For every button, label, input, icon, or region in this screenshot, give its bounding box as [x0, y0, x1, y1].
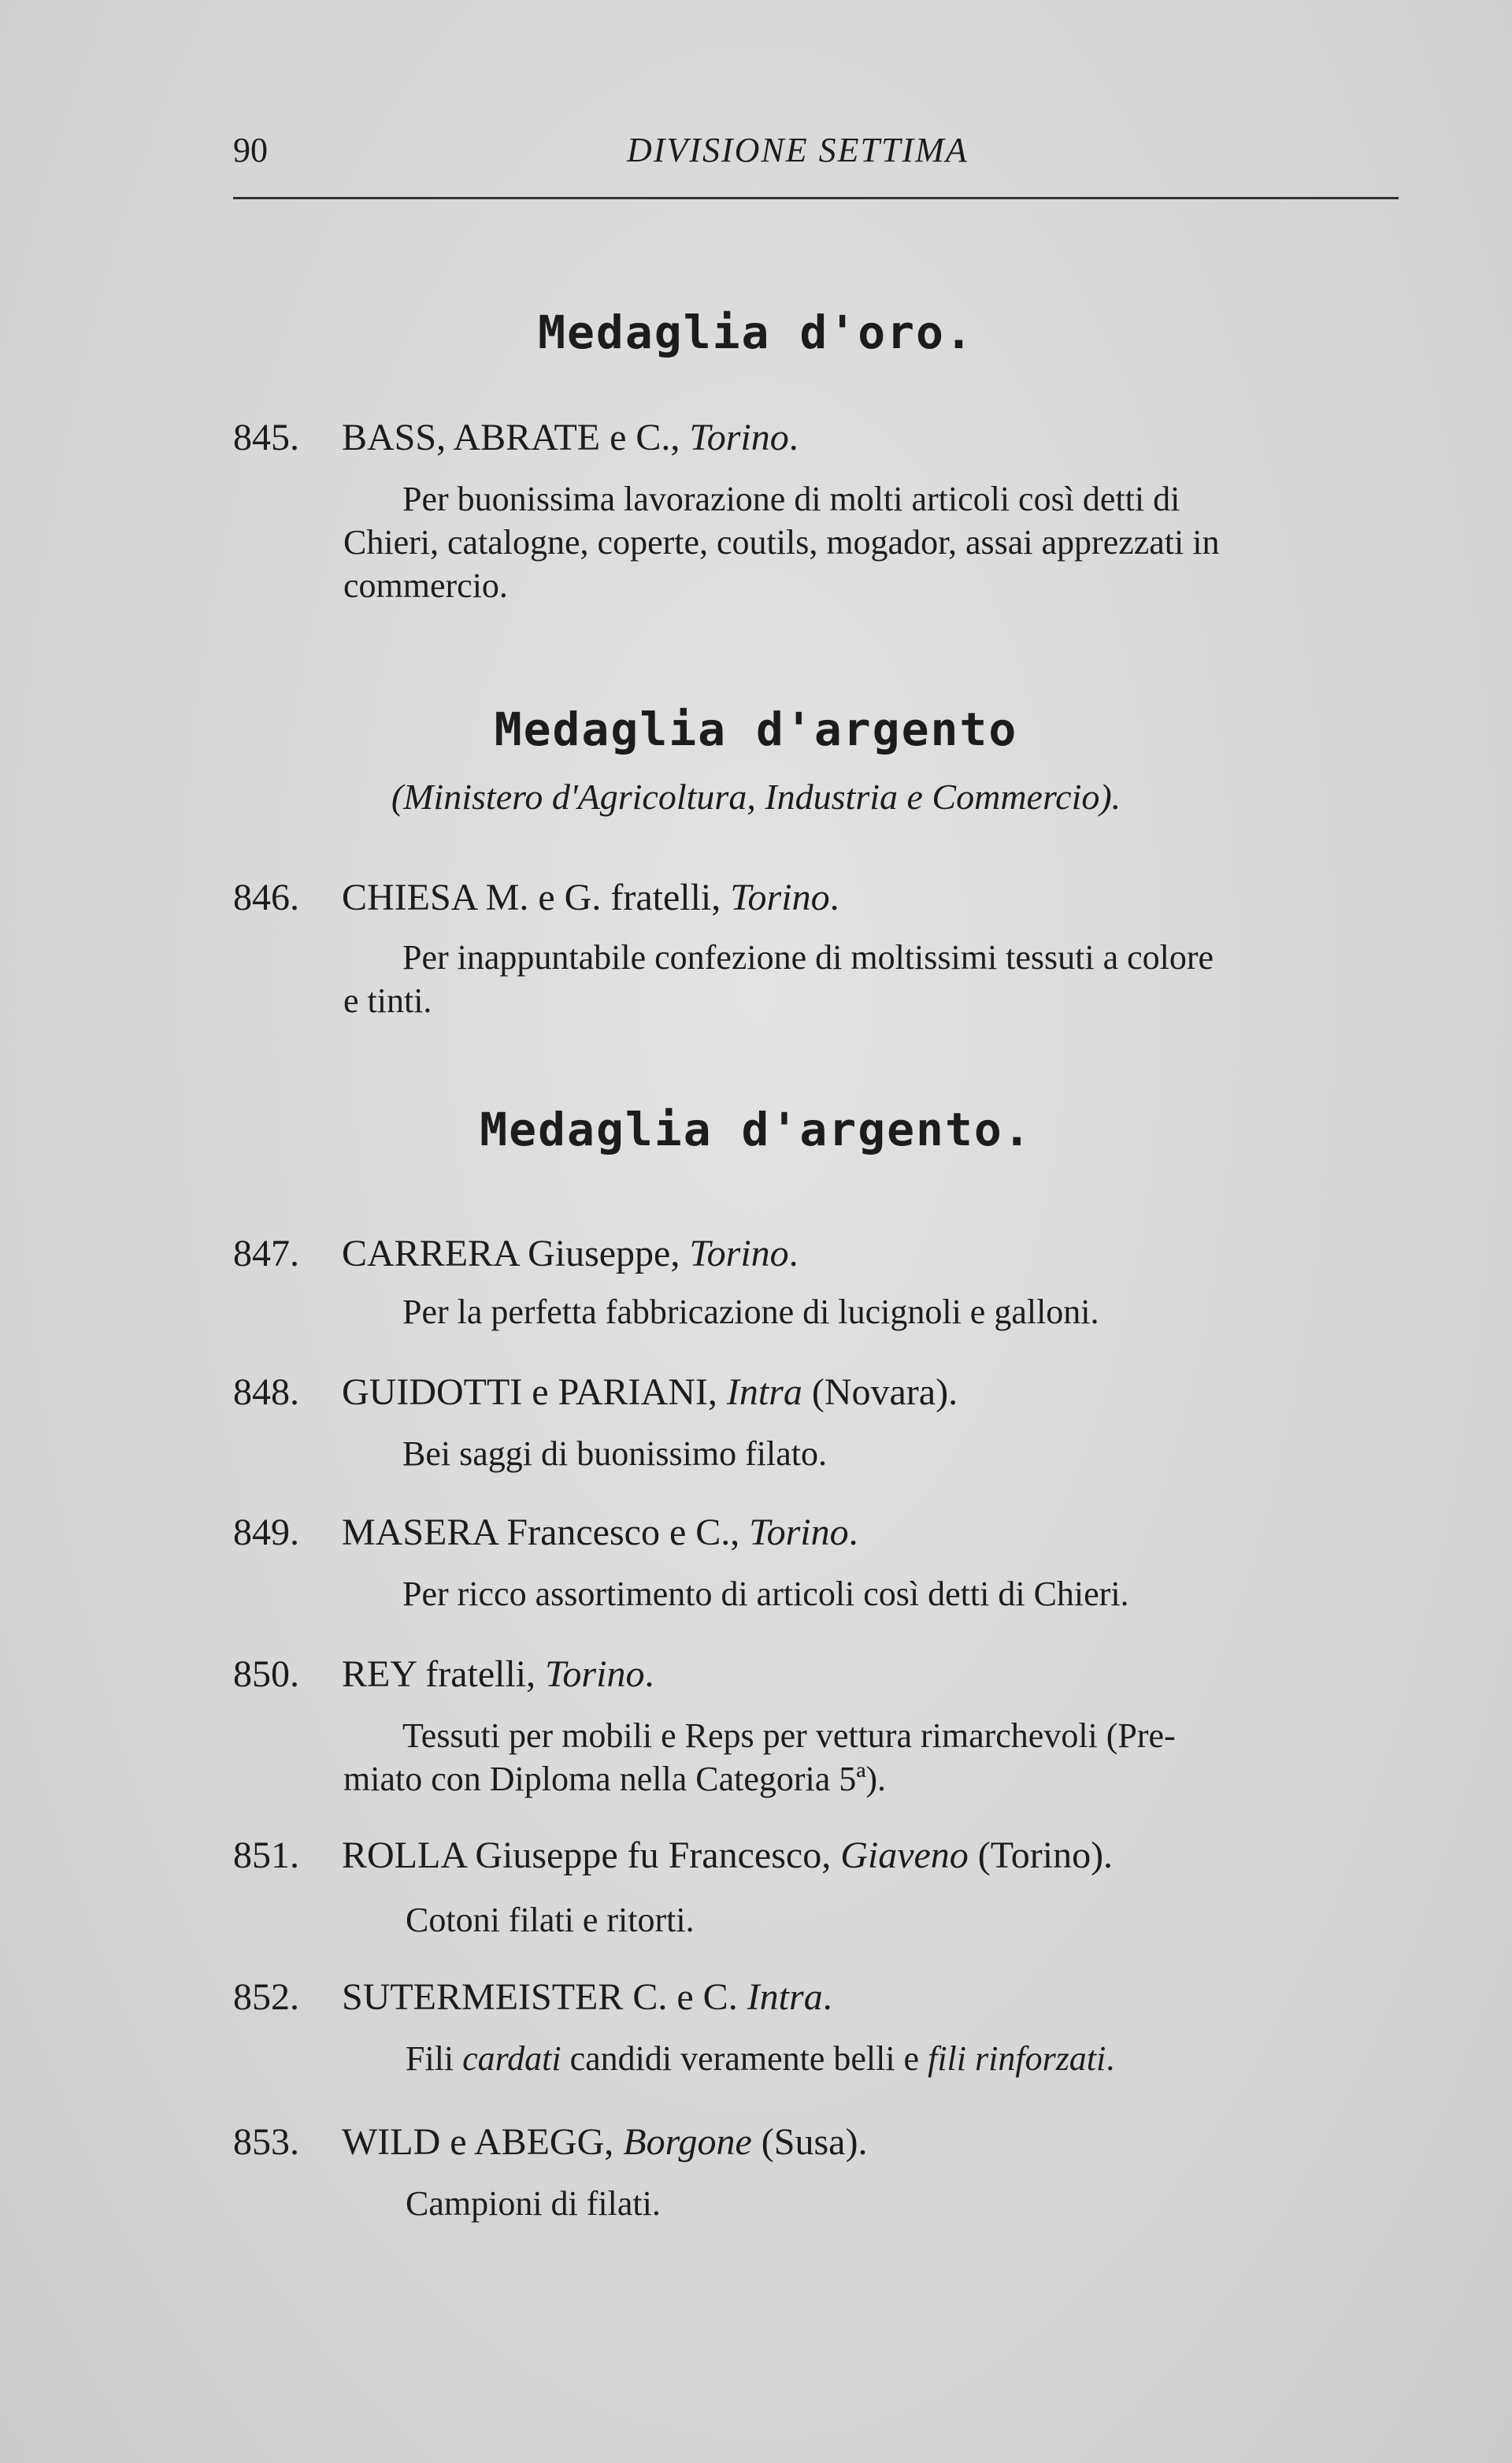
section-title-silver-medal: Medaglia d'argento. — [480, 1103, 1032, 1156]
entry-852-heading: 852. SUTERMEISTER C. e C. Intra. — [233, 1976, 832, 2018]
entry-number: 845. — [233, 417, 299, 458]
entry-847-heading: 847. CARRERA Giuseppe, Torino. — [233, 1233, 799, 1274]
page-header — [233, 130, 1399, 177]
entry-846-description: Per inappuntabile confezione di moltissimi tessuti a colore e tinti. — [343, 938, 1214, 1020]
entry-852-description: Fili cardati candidi veramente belli e fili rinforzati. — [406, 2039, 1115, 2078]
entry-850-heading: 850. REY fratelli, Torino. — [233, 1653, 654, 1695]
entry-851-heading: 851. ROLLA Giuseppe fu Francesco, Giaveno (Torino). — [233, 1834, 1114, 1876]
entry-845-heading: 845. BASS, ABRATE e C., Torino. — [233, 417, 799, 458]
section-title-silver-medal-ministry: Medaglia d'argento — [494, 703, 1018, 756]
entry-name: BASS, ABRATE e C., — [342, 417, 690, 458]
entry-849-description: Per ricco assortimento di articoli così detti di Chieri. — [402, 1575, 1129, 1613]
entry-848-heading: 848. GUIDOTTI e PARIANI, Intra (Novara). — [233, 1371, 958, 1413]
entry-853-description: Campioni di filati. — [406, 2184, 661, 2223]
entry-850-description: Tessuti per mobili e Reps per vettura rimarchevoli (Pre- miato con Diploma nella Categoria 5ª). — [343, 1716, 1176, 1798]
running-head: DIVISIONE SETTIMA — [627, 131, 969, 169]
section-subtitle-ministry: (Ministero d'Agricoltura, Industria e Commercio). — [391, 777, 1121, 817]
entry-849-heading: 849. MASERA Francesco e C., Torino. — [233, 1512, 858, 1553]
page-number: 90 — [233, 131, 268, 169]
entry-848-description: Bei saggi di buonissimo filato. — [402, 1434, 827, 1473]
entry-847-description: Per la perfetta fabbricazione di lucignoli e galloni. — [402, 1293, 1099, 1331]
entry-city: Torino — [689, 417, 789, 458]
section-title-gold-medal: Medaglia d'oro. — [538, 306, 974, 359]
entry-846-heading: 846. CHIESA M. e G. fratelli, Torino. — [233, 877, 839, 918]
entry-851-description: Cotoni filati e ritorti. — [406, 1901, 695, 1939]
header-rule — [233, 197, 1399, 199]
entry-845-description: Per buonissima lavorazione di molti articoli così detti di Chieri, catalogne, coperte, coutils, mogador, assai apprezzati in commercio. — [343, 480, 1220, 605]
entry-853-heading: 853. WILD e ABEGG, Borgone (Susa). — [233, 2121, 868, 2163]
